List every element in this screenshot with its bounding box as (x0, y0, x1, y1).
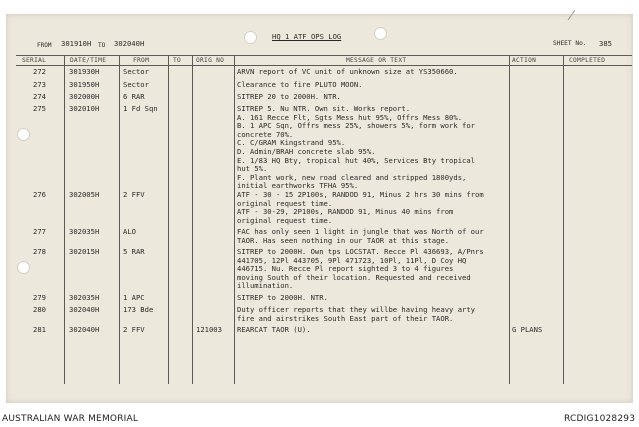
row-from: Sector (123, 80, 149, 89)
col-rule (64, 56, 65, 384)
row-message: SITREP to 2000H. NTR. (237, 293, 328, 302)
row-from: ALO (123, 227, 136, 236)
to-label: TO (98, 42, 106, 49)
from-value: 301910H (61, 39, 92, 48)
row-from: 5 RAR (123, 247, 145, 256)
punch-hole-left-lower (17, 261, 30, 274)
row-serial: 279 (33, 293, 46, 302)
row-message: SITREP 5. Nu NTR. Own sit. Works report. A. 161 Recce Flt, Sgts Mess hut 95%, Offrs Mess 80%. B. 1 APC Sqn, Offrs mess 25%, showers 5%, form work for concrete 70%. C. C/GRAM Kingstrand 95%. D. Admin/BRAH concrete slab 95%. E. 1/83 HQ Bty, tropical hut 40%, Services Bty tropical hut 5%. F. Plant work, new road cleared and stripped 1800yds, initial earthworks TFHA 95%. (237, 104, 475, 191)
col-header-orig-no: ORIG NO (196, 57, 225, 64)
punch-hole-top-right (374, 27, 387, 40)
row-message: SITREP 20 to 2000H. NTR. (237, 92, 341, 101)
col-header-serial: SERIAL (22, 57, 47, 64)
col-header-datetime: DATE/TIME (70, 57, 107, 64)
row-datetime: 302015H (69, 247, 100, 256)
row-from: 6 RAR (123, 92, 145, 101)
row-message: REARCAT TAOR (U). (237, 325, 311, 334)
row-serial: 273 (33, 80, 46, 89)
row-datetime: 302005H (69, 190, 100, 199)
row-datetime: 302035H (69, 227, 100, 236)
row-from: 2 FFV (123, 325, 145, 334)
archive-credit: AUSTRALIAN WAR MEMORIAL (2, 414, 139, 424)
col-header-message: MESSAGE OR TEXT (346, 57, 407, 64)
log-title: HQ 1 ATF OPS LOG (272, 32, 342, 41)
row-from: 1 APC (123, 293, 145, 302)
row-from: 173 Bde (123, 305, 154, 314)
punch-hole-top (244, 31, 257, 44)
col-rule (234, 56, 235, 384)
row-serial: 274 (33, 92, 46, 101)
from-label: FROM (37, 42, 52, 49)
row-from: 1 Fd Sqn (123, 104, 158, 113)
col-rule (119, 56, 120, 384)
col-header-action: ACTION (512, 57, 537, 64)
row-from: 2 FFV (123, 190, 145, 199)
row-message: ARVN report of VC unit of unknown size at YS350660. (237, 67, 458, 76)
row-datetime: 302040H (69, 305, 100, 314)
row-action: G PLANS (512, 325, 543, 334)
row-datetime: 302040H (69, 325, 100, 334)
row-serial: 280 (33, 305, 46, 314)
row-datetime: 302010H (69, 104, 100, 113)
col-rule (563, 56, 564, 384)
row-serial: 276 (33, 190, 46, 199)
col-rule (509, 56, 510, 384)
row-message: ATF - 30 - 15 2P100s, RANDOD 91, Minus 2 hrs 30 mins from original request time. ATF - 30-29, 2P100s, RANDOD 91, Minus 40 mins from original request time. (237, 190, 484, 225)
row-serial: 277 (33, 227, 46, 236)
row-serial: 275 (33, 104, 46, 113)
header-rule-top (16, 55, 632, 56)
row-orig-no: 121003 (196, 325, 222, 334)
row-message: Clearance to fire PLUTO MOON. (237, 80, 363, 89)
row-from: Sector (123, 67, 149, 76)
row-message: Duty officer reports that they willbe having heavy arty fire and airstrikes South East part of their TAOR. (237, 305, 475, 323)
col-header-completed: COMPLETED (569, 57, 606, 64)
sheet-label: SHEET No. (553, 40, 587, 47)
row-datetime: 302035H (69, 293, 100, 302)
row-serial: 272 (33, 67, 46, 76)
col-header-from: FROM (133, 57, 150, 64)
row-datetime: 302000H (69, 92, 100, 101)
row-message: SITREP to 2000H. Own tps LOCSTAT. Recce Pl 436693, A/Pnrs 441705, 12Pl 443705, 9Pl 471723, 10Pl, 11Pl, D Coy HQ 446715. Nu. Recce Pl report sighted 3 to 4 figures moving South of their location. Requested and received illumination. (237, 247, 484, 291)
row-serial: 281 (33, 325, 46, 334)
header-rule-bottom (16, 65, 632, 66)
col-rule (168, 56, 169, 384)
col-header-to: TO (173, 57, 182, 64)
col-rule (192, 56, 193, 384)
punch-hole-left-upper (17, 128, 30, 141)
row-message: FAC has only seen 1 light in jungle that was North of our TAOR. Has seen nothing in our TAOR at this stage. (237, 227, 484, 245)
document-id: RCDIG1028293 (564, 414, 636, 424)
to-value: 302040H (114, 39, 145, 48)
row-datetime: 301950H (69, 80, 100, 89)
row-datetime: 301930H (69, 67, 100, 76)
sheet-number: 385 (599, 39, 612, 48)
row-serial: 278 (33, 247, 46, 256)
